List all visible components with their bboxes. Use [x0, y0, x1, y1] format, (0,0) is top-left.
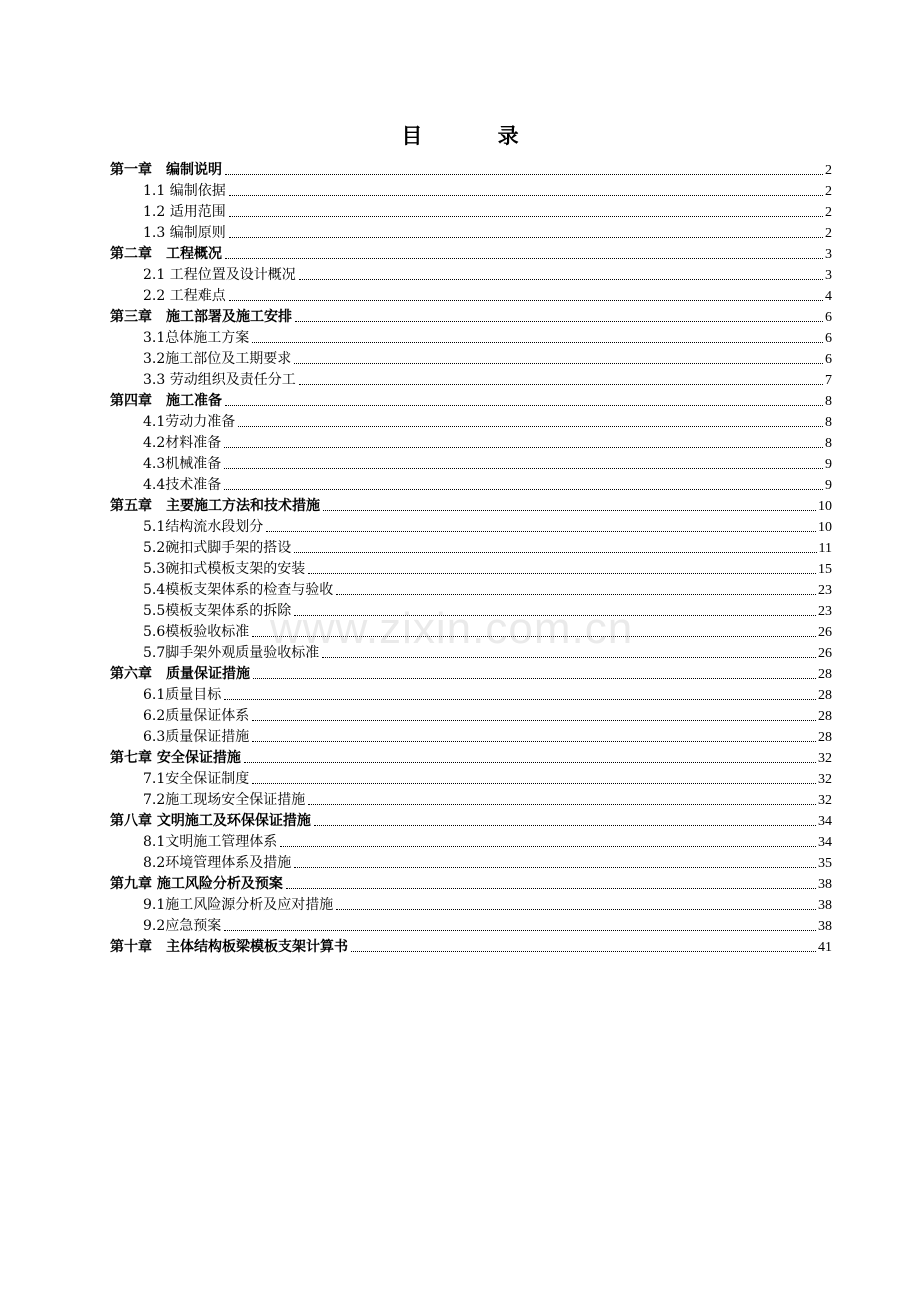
dot-leader: [225, 257, 823, 259]
dot-leader: [294, 614, 816, 616]
toc-section-entry[interactable]: [110, 831, 832, 852]
dot-leader: [266, 530, 816, 532]
toc-entry-label: 1.2 适用范围: [143, 204, 226, 220]
toc-entry-label: 7.2施工现场安全保证措施: [143, 792, 306, 808]
dot-leader: [225, 404, 823, 406]
toc-entry-label: 6.1质量目标: [143, 687, 222, 703]
toc-page-number: 11: [818, 541, 832, 556]
dot-leader: [252, 719, 816, 721]
toc-entry-label: 5.7脚手架外观质量验收标准: [143, 645, 320, 661]
toc-section-entry[interactable]: [110, 642, 832, 663]
toc-entry-label: 第五章 主要施工方法和技术措施: [110, 498, 320, 514]
toc-section-entry[interactable]: [110, 327, 832, 348]
toc-page-number: 35: [818, 856, 832, 871]
toc-page-number: 15: [818, 562, 832, 577]
toc-entry-label: 2.2 工程难点: [143, 288, 226, 304]
toc-chapter-entry[interactable]: [110, 873, 832, 894]
toc-entry-label: 1.3 编制原则: [143, 225, 226, 241]
dot-leader: [244, 761, 816, 763]
dot-leader: [295, 320, 823, 322]
toc-section-entry[interactable]: [110, 852, 832, 873]
toc-entry-label: 第三章 施工部署及施工安排: [110, 309, 292, 325]
toc-page-number: 26: [818, 625, 832, 640]
toc-page-number: 7: [825, 373, 832, 388]
toc-page-number: 38: [818, 898, 832, 913]
toc-page-number: 3: [825, 247, 832, 262]
toc-section-entry[interactable]: [110, 915, 832, 936]
toc-entry-label: 8.1文明施工管理体系: [143, 834, 278, 850]
toc-entry-label: 第七章 安全保证措施: [110, 750, 241, 766]
dot-leader: [308, 803, 816, 805]
toc-entry-label: 5.6模板验收标准: [143, 624, 250, 640]
toc-entry-label: 1.1 编制依据: [143, 183, 226, 199]
toc-title: 目 录: [401, 124, 553, 148]
toc-section-entry[interactable]: [110, 894, 832, 915]
watermark: www.zixin.com.cn: [270, 604, 634, 653]
toc-section-entry[interactable]: [110, 369, 832, 390]
toc-section-entry[interactable]: [110, 705, 832, 726]
toc-section-entry[interactable]: [110, 684, 832, 705]
toc-section-entry[interactable]: [110, 201, 832, 222]
toc-section-entry[interactable]: [110, 285, 832, 306]
toc-section-entry[interactable]: [110, 453, 832, 474]
toc-section-entry[interactable]: [110, 474, 832, 495]
toc-section-entry[interactable]: [110, 264, 832, 285]
toc-section-entry[interactable]: [110, 537, 832, 558]
toc-page-number: 38: [818, 877, 832, 892]
toc-section-entry[interactable]: [110, 222, 832, 243]
toc-chapter-entry[interactable]: [110, 159, 832, 180]
toc-page-number: 28: [818, 709, 832, 724]
dot-leader: [299, 278, 823, 280]
toc-chapter-entry[interactable]: [110, 663, 832, 684]
toc-entry-label: 4.1劳动力准备: [143, 414, 236, 430]
toc-entry-label: 5.3碗扣式模板支架的安装: [143, 561, 306, 577]
dot-leader: [252, 635, 816, 637]
toc-entry-label: 7.1安全保证制度: [143, 771, 250, 787]
toc-page-number: 9: [825, 478, 832, 493]
toc-page-number: 8: [825, 394, 832, 409]
toc-entry-label: 3.3 劳动组织及责任分工: [143, 372, 296, 388]
toc-section-entry[interactable]: [110, 348, 832, 369]
toc-page-number: 8: [825, 436, 832, 451]
dot-leader: [229, 215, 823, 217]
dot-leader: [299, 383, 823, 385]
toc-entry-label: 9.2应急预案: [143, 918, 222, 934]
toc-page-number: 6: [825, 331, 832, 346]
toc-section-entry[interactable]: [110, 789, 832, 810]
toc-entry-label: 第六章 质量保证措施: [110, 666, 250, 682]
dot-leader: [252, 740, 816, 742]
dot-leader: [252, 341, 823, 343]
toc-page-number: 32: [818, 793, 832, 808]
dot-leader: [294, 866, 816, 868]
toc-section-entry[interactable]: [110, 600, 832, 621]
dot-leader: [336, 908, 816, 910]
dot-leader: [229, 236, 823, 238]
toc-page-number: 32: [818, 751, 832, 766]
toc-chapter-entry[interactable]: [110, 390, 832, 411]
dot-leader: [224, 467, 823, 469]
toc-section-entry[interactable]: [110, 579, 832, 600]
dot-leader: [238, 425, 823, 427]
toc-section-entry[interactable]: [110, 411, 832, 432]
toc-page-number: 8: [825, 415, 832, 430]
toc-page-number: 2: [825, 226, 832, 241]
toc-entry-label: 4.4技术准备: [143, 477, 222, 493]
toc-page-number: 34: [818, 814, 832, 829]
toc-chapter-entry[interactable]: [110, 936, 832, 957]
toc-entry-label: 3.1总体施工方案: [143, 330, 250, 346]
toc-entry-label: 5.4模板支架体系的检查与验收: [143, 582, 334, 598]
toc-page-number: 32: [818, 772, 832, 787]
toc-page-number: 38: [818, 919, 832, 934]
toc-section-entry[interactable]: [110, 558, 832, 579]
toc-entry-label: 第八章 文明施工及环保保证措施: [110, 813, 311, 829]
dot-leader: [225, 173, 823, 175]
toc-page-number: 6: [825, 352, 832, 367]
toc-page-number: 2: [825, 205, 832, 220]
dot-leader: [229, 299, 823, 301]
dot-leader: [224, 446, 823, 448]
toc-page-number: 2: [825, 163, 832, 178]
dot-leader: [336, 593, 816, 595]
toc-section-entry[interactable]: [110, 516, 832, 537]
toc-page-number: 23: [818, 604, 832, 619]
toc-entry-label: 第四章 施工准备: [110, 393, 222, 409]
toc-page-number: 6: [825, 310, 832, 325]
toc-entry-label: 第十章 主体结构板梁模板支架计算书: [110, 939, 348, 955]
dot-leader: [252, 782, 816, 784]
toc-entry-label: 8.2环境管理体系及措施: [143, 855, 292, 871]
toc-entry-label: 5.5模板支架体系的拆除: [143, 603, 292, 619]
dot-leader: [286, 887, 816, 889]
dot-leader: [253, 677, 816, 679]
dot-leader: [294, 362, 823, 364]
toc-entry-label: 4.3机械准备: [143, 456, 222, 472]
dot-leader: [351, 950, 816, 952]
toc-page-number: 28: [818, 688, 832, 703]
toc-page-number: 34: [818, 835, 832, 850]
toc-entry-label: 5.1结构流水段划分: [143, 519, 264, 535]
toc-page-number: 26: [818, 646, 832, 661]
toc-chapter-entry[interactable]: [110, 747, 832, 768]
toc-page-number: 23: [818, 583, 832, 598]
toc-page-number: 9: [825, 457, 832, 472]
toc-chapter-entry[interactable]: [110, 243, 832, 264]
dot-leader: [323, 509, 816, 511]
toc-entry-label: 第九章 施工风险分析及预案: [110, 876, 283, 892]
dot-leader: [280, 845, 816, 847]
toc-section-entry[interactable]: [110, 432, 832, 453]
toc-page-number: 3: [825, 268, 832, 283]
toc-page-number: 28: [818, 730, 832, 745]
toc-entry-label: 6.3质量保证措施: [143, 729, 250, 745]
toc-page-number: 41: [818, 940, 832, 955]
toc-section-entry[interactable]: [110, 180, 832, 201]
toc-chapter-entry[interactable]: [110, 810, 832, 831]
toc-entry-label: 6.2质量保证体系: [143, 708, 250, 724]
toc-entry-label: 9.1施工风险源分析及应对措施: [143, 897, 334, 913]
toc-section-entry[interactable]: [110, 726, 832, 747]
toc-entry-label: 第一章 编制说明: [110, 162, 222, 178]
toc-chapter-entry[interactable]: [110, 495, 832, 516]
toc-entry-label: 2.1 工程位置及设计概况: [143, 267, 296, 283]
toc-section-entry[interactable]: [110, 768, 832, 789]
dot-leader: [314, 824, 816, 826]
toc-page-number: 28: [818, 667, 832, 682]
toc-page-number: 2: [825, 184, 832, 199]
toc-chapter-entry[interactable]: [110, 306, 832, 327]
table-of-contents: [110, 159, 832, 957]
toc-page-number: 10: [818, 520, 832, 535]
toc-entry-label: 3.2施工部位及工期要求: [143, 351, 292, 367]
dot-leader: [224, 488, 823, 490]
toc-page-number: 10: [818, 499, 832, 514]
toc-entry-label: 5.2碗扣式脚手架的搭设: [143, 540, 292, 556]
toc-page-number: 4: [825, 289, 832, 304]
dot-leader: [294, 551, 816, 553]
dot-leader: [322, 656, 816, 658]
dot-leader: [224, 929, 816, 931]
dot-leader: [229, 194, 823, 196]
dot-leader: [224, 698, 816, 700]
toc-entry-label: 第二章 工程概况: [110, 246, 222, 262]
dot-leader: [308, 572, 816, 574]
toc-section-entry[interactable]: [110, 621, 832, 642]
toc-entry-label: 4.2材料准备: [143, 435, 222, 451]
